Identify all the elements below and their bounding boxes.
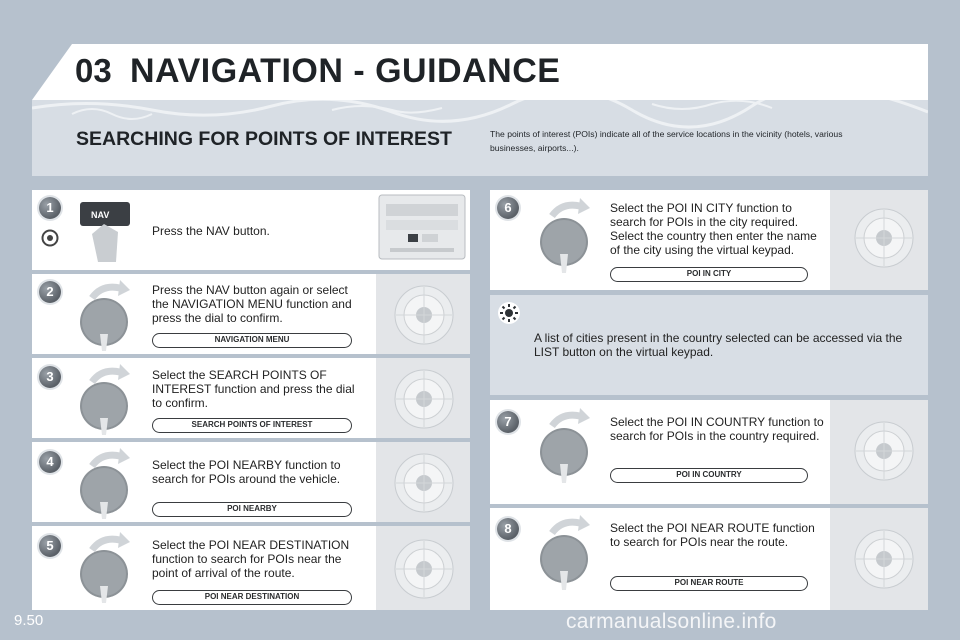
step-5-number: 5 [39,535,61,557]
watermark: carmanualsonline.info [566,610,777,633]
nav-key-hand-icon [78,194,138,264]
intro-text: The points of interest (POIs) indicate all of the service locations in the vicinity (hotels, various businesses, airports...). [490,129,843,153]
step-2-number: 2 [39,281,61,303]
navigation-menu-label: NAVIGATION MENU [152,333,352,348]
step-4-number: 4 [39,451,61,473]
chapter-number: 03 [75,52,112,89]
step-5-text: Select the POI NEAR DESTINATION function to search for POIs near the point of arrival of the route. [152,538,350,580]
dial-press-icon [76,278,132,352]
control-pad-icon [393,538,455,600]
step-8-text: Select the POI NEAR ROUTE function to search for POIs near the route. [610,521,815,549]
dial-press-icon [76,362,132,436]
step-3-number: 3 [39,366,61,388]
step-7-text: Select the POI IN COUNTRY function to search for POIs in the country required. [610,415,824,443]
step-2-text: Press the NAV button again or select the NAVIGATION MENU function and press the dial to confirm. [152,283,352,325]
section-title: SEARCHING FOR POINTS OF INTEREST [76,128,452,150]
control-pad-icon [393,284,455,346]
step-3-text: Select the SEARCH POINTS OF INTEREST function and press the dial to confirm. [152,368,355,410]
step-6-text: Select the POI IN CITY function to search for POIs in the city required. Select the country then enter the name of the city using the virtual keypad. [610,201,817,257]
nav-key-label: NAV [91,210,110,220]
step-4-text: Select the POI NEARBY function to search for POIs around the vehicle. [152,458,341,486]
poi-nearby-label: POI NEARBY [152,502,352,517]
poi-near-route-label: POI NEAR ROUTE [610,576,808,591]
control-pad-icon [853,207,915,269]
circle-warning-icon [41,229,59,247]
control-pad-icon [853,528,915,590]
step-7-number: 7 [497,411,519,433]
control-pad-icon [853,420,915,482]
sun-tip-icon [497,301,521,325]
page-title: NAVIGATION - GUIDANCE [130,52,561,90]
dial-press-icon [76,530,132,604]
search-poi-label: SEARCH POINTS OF INTEREST [152,418,352,433]
radio-faceplate-icon [378,194,466,260]
dial-press-icon [76,446,132,520]
control-pad-icon [393,452,455,514]
dial-press-icon [536,406,592,484]
dial-press-icon [536,513,592,591]
poi-in-city-label: POI IN CITY [610,267,808,282]
step-6-number: 6 [497,197,519,219]
step-1-text: Press the NAV button. [152,224,270,238]
poi-in-country-label: POI IN COUNTRY [610,468,808,483]
info-text: A list of cities present in the country selected can be accessed via the LIST button on the virtual keypad. [534,331,903,359]
dial-press-icon [536,196,592,274]
control-pad-icon [393,368,455,430]
page-number: 9.50 [14,612,44,629]
poi-near-destination-label: POI NEAR DESTINATION [152,590,352,605]
step-1-number: 1 [39,197,61,219]
step-8-number: 8 [497,518,519,540]
